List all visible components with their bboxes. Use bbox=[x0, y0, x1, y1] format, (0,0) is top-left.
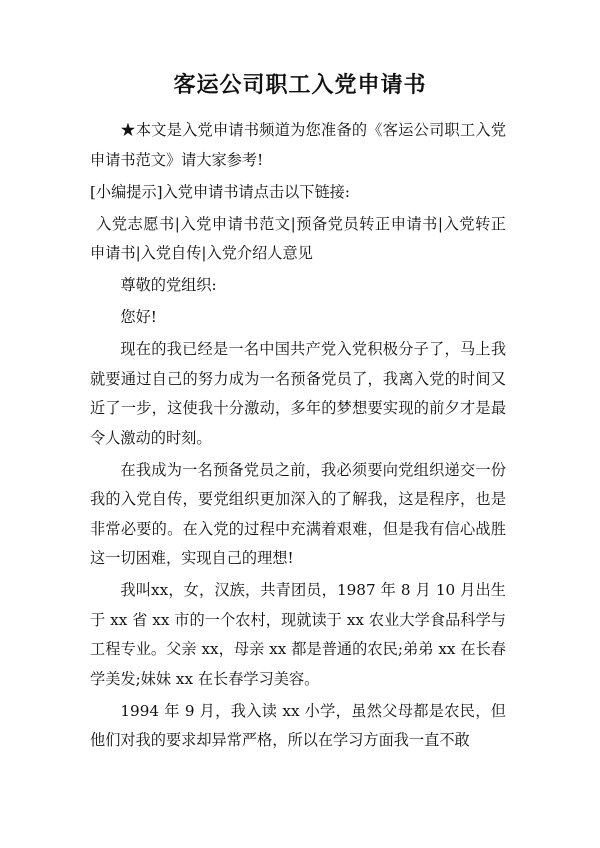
document-body bbox=[90, 116, 506, 758]
document-title: 客运公司职工入党申请书 bbox=[173, 72, 427, 98]
body-paragraph-1: 现在的我已经是一名中国共产党入党积极分子了，马上我就要通过自己的努力成为一名预备党员了，我离入党的时间又近了一步，这使我十分激动，多年的梦想要实现的前夕才是最令人激动的时刻。 bbox=[90, 340, 506, 447]
greeting: 您好! bbox=[120, 308, 157, 326]
intro-paragraph: ★本文是入党申请书频道为您准备的《客运公司职工入党申请书范文》请大家参考! bbox=[90, 121, 506, 169]
salutation: 尊敬的党组织: bbox=[120, 276, 217, 294]
body-paragraph-4: 1994 年 9 月，我入读 xx 小学，虽然父母都是农民，但他们对我的要求却异常严格，所以在学习方面我一直不敢 bbox=[90, 701, 506, 749]
body-paragraph-2: 在我成为一名预备党员之前，我必须要向党组织递交一份我的入党自传，要党组织更加深入的了解我，这是程序，也是非常必要的。在入党的过程中充满着艰难，但是我有信心战胜这一切困难，实现自己的理想! bbox=[90, 460, 506, 567]
body-paragraph-3: 我叫xx，女，汉族，共青团员，1987 年 8 月 10 月出生于 xx 省 xx 市的一个农村，现就读于 xx 农业大学食品科学与工程专业。父亲 xx，母亲 xx 都是普通的农民;弟弟 xx 在长春学美发;妹妹 xx 在长春学习美容。 bbox=[90, 581, 506, 688]
related-links-paragraph[interactable]: 入党志愿书|入党申请书范文|预备党员转正申请书|入党转正申请书|入党自传|入党介绍人意见 bbox=[90, 214, 506, 262]
editor-tip-paragraph: [小编提示]入党申请书请点击以下链接: bbox=[90, 182, 350, 201]
